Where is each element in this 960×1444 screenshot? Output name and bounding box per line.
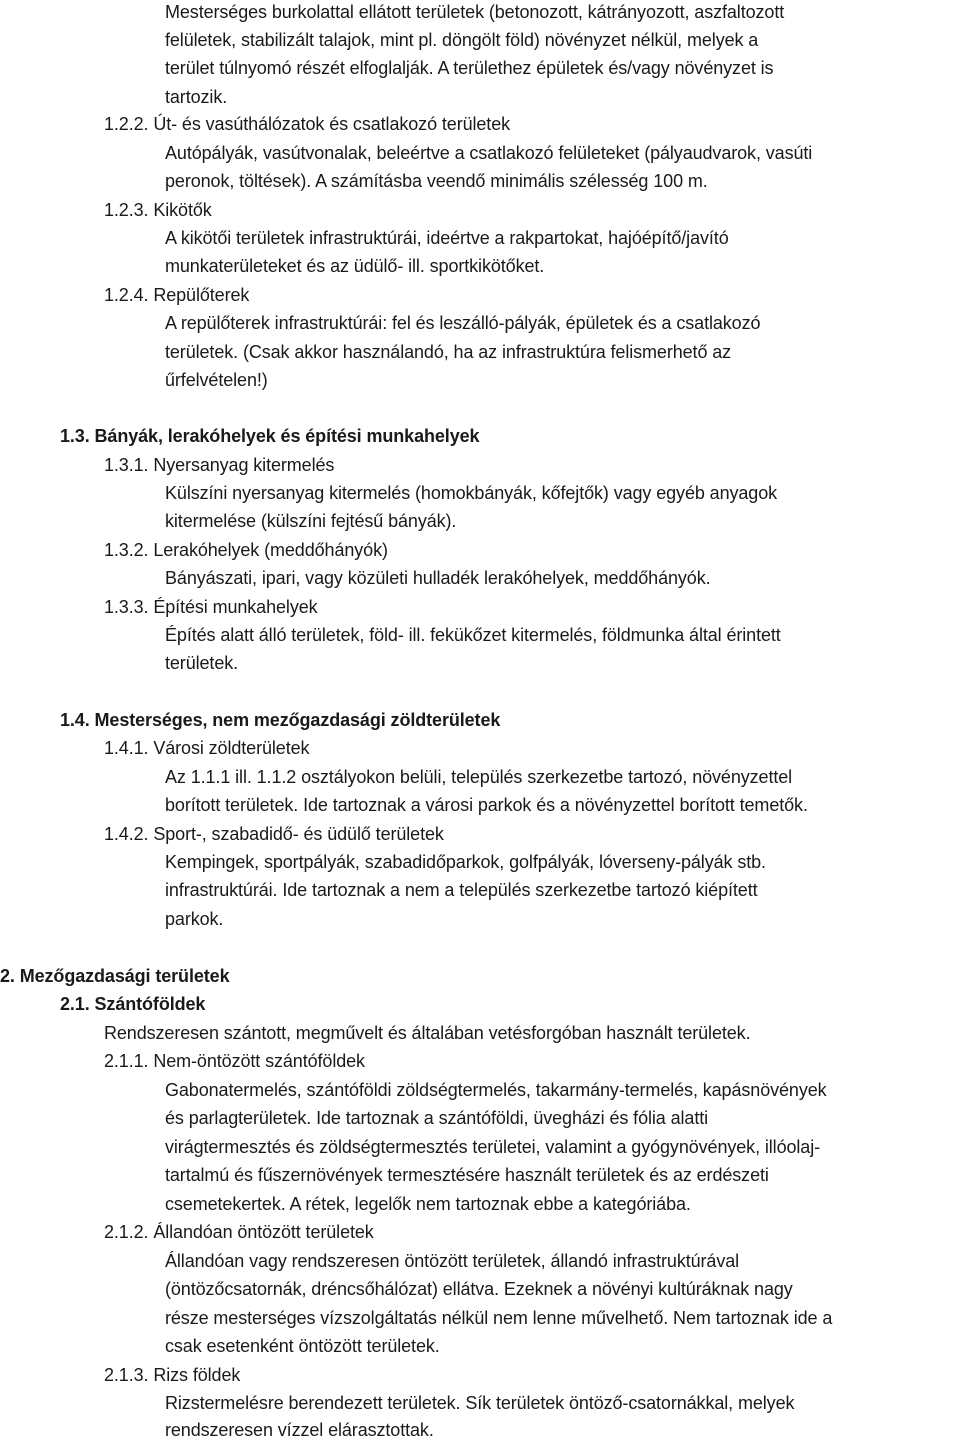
section-2-1-1-body: és parlagterületek. Ide tartoznak a szántóföldi, üvegházi és fólia alatti <box>165 1108 709 1128</box>
section-1-3-3-heading: 1.3.3. Építési munkahelyek <box>104 597 318 617</box>
intro-line: felületek, stabilizált talajok, mint pl. döngölt föld) növényzet nélkül, melyek a <box>165 30 759 50</box>
section-1-4-1-body: Az 1.1.1 ill. 1.1.2 osztályokon belüli, település szerkezetbe tartozó, növényzettel <box>165 767 793 787</box>
section-1-3-heading: 1.3. Bányák, lerakóhelyek és építési munkahelyek <box>60 426 480 446</box>
section-1-2-2-heading: 1.2.2. Út- és vasúthálózatok és csatlakozó területek <box>104 114 511 134</box>
section-2-1-body: Rendszeresen szántott, megművelt és általában vetésforgóban használt területek. <box>104 1023 751 1043</box>
section-2-1-1-heading: 2.1.1. Nem-öntözött szántóföldek <box>104 1051 365 1071</box>
section-1-3-1-body: Külszíni nyersanyag kitermelés (homokbányák, kőfejtők) vagy egyéb anyagok <box>165 483 778 503</box>
intro-line: terület túlnyomó részét elfoglalják. A területhez épületek és/vagy növényzet is <box>165 58 774 78</box>
section-1-4-heading: 1.4. Mesterséges, nem mezőgazdasági zöldterületek <box>60 710 501 730</box>
section-1-4-2-body: Kempingek, sportpályák, szabadidőparkok, golfpályák, lóverseny-pályák stb. <box>165 852 766 872</box>
section-1-2-3-heading: 1.2.3. Kikötők <box>104 200 212 220</box>
section-1-2-2-body: Autópályák, vasútvonalak, beleértve a csatlakozó felületeket (pályaudvarok, vasúti <box>165 143 813 163</box>
intro-line: tartozik. <box>165 87 228 107</box>
section-2-1-heading: 2.1. Szántóföldek <box>60 994 206 1014</box>
section-1-3-3-body: területek. <box>165 653 239 673</box>
section-1-4-2-heading: 1.4.2. Sport-, szabadidő- és üdülő területek <box>104 824 444 844</box>
section-1-3-1-body: kitermelése (külszíni fejtésű bányák). <box>165 511 457 531</box>
section-1-2-2-body: peronok, töltések). A számításba veendő minimális szélesség 100 m. <box>165 171 708 191</box>
section-1-2-4-body: űrfelvételen!) <box>165 370 268 390</box>
section-2-1-3-body: Rizstermelésre berendezett területek. Sík területek öntöző-csatornákkal, melyek <box>165 1393 795 1413</box>
section-2-1-2-heading: 2.1.2. Állandóan öntözött területek <box>104 1222 374 1242</box>
section-1-2-3-body: A kikötői területek infrastruktúrái, ideértve a rakpartokat, hajóépítő/javító <box>165 228 729 248</box>
section-2-1-1-body: csemetekertek. A rétek, legelők nem tartoznak ebbe a kategóriába. <box>165 1194 691 1214</box>
section-1-3-2-heading: 1.3.2. Lerakóhelyek (meddőhányók) <box>104 540 388 560</box>
section-2-1-2-body: része mesterséges vízszolgáltatás nélkül nem lenne művelhető. Nem tartoznak ide a <box>165 1308 833 1328</box>
section-1-4-1-heading: 1.4.1. Városi zöldterületek <box>104 738 310 758</box>
section-1-2-4-heading: 1.2.4. Repülőterek <box>104 285 250 305</box>
section-1-2-4-body: A repülőterek infrastruktúrái: fel és leszálló-pályák, épületek és a csatlakozó <box>165 313 761 333</box>
section-1-3-3-body: Építés alatt álló területek, föld- ill. fekükőzet kitermelés, földmunka által érintett <box>165 625 781 645</box>
section-1-4-2-body: parkok. <box>165 909 224 929</box>
section-2-1-1-body: virágtermesztés és zöldségtermesztés területei, valamint a gyógynövények, illóolaj- <box>165 1137 821 1157</box>
section-1-3-1-heading: 1.3.1. Nyersanyag kitermelés <box>104 455 335 475</box>
section-2-1-2-body: (öntözőcsatornák, dréncsőhálózat) ellátva. Ezeknek a növényi kultúráknak nagy <box>165 1279 793 1299</box>
section-2-1-3-heading: 2.1.3. Rizs földek <box>104 1365 241 1385</box>
section-1-4-2-body: infrastruktúrái. Ide tartoznak a nem a település szerkezetbe tartozó kiépített <box>165 880 758 900</box>
section-1-2-4-body: területek. (Csak akkor használandó, ha az infrastruktúra felismerhető az <box>165 342 732 362</box>
intro-line: Mesterséges burkolattal ellátott területek (betonozott, kátrányozott, aszfaltozott <box>165 2 785 22</box>
section-1-2-3-body: munkaterületeket és az üdülő- ill. sportkikötőket. <box>165 256 545 276</box>
section-2-1-1-body: Gabonatermelés, szántóföldi zöldségtermelés, takarmány-termelés, kapásnövények <box>165 1080 827 1100</box>
section-2-heading: 2. Mezőgazdasági területek <box>0 966 230 986</box>
section-2-1-1-body: tartalmú és fűszernövények termesztésére használt területek és az erdészeti <box>165 1165 769 1185</box>
section-1-3-2-body: Bányászati, ipari, vagy közületi hulladék lerakóhelyek, meddőhányók. <box>165 568 711 588</box>
section-2-1-3-body: rendszeresen vízzel elárasztottak. <box>165 1420 434 1440</box>
section-1-4-1-body: borított területek. Ide tartoznak a városi parkok és a növényzettel borított temetők. <box>165 795 808 815</box>
section-2-1-2-body: Állandóan vagy rendszeresen öntözött területek, állandó infrastruktúrával <box>165 1251 740 1271</box>
section-2-1-2-body: csak esetenként öntözött területek. <box>165 1336 440 1356</box>
